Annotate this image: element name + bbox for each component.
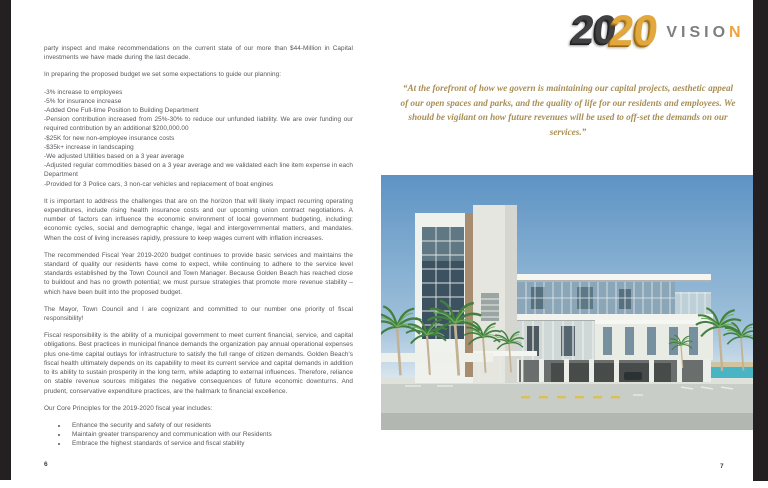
core-principle-item: • Maintain greater transparency and communication with our Residents [68, 430, 353, 439]
budget-expectations-list [44, 88, 353, 189]
logo-vision-wordmark [666, 24, 744, 42]
paragraph-capital-investments: party inspect and make recommendations on the current state of our more than $44-Million in Capital investments we have made during the last decade. [44, 45, 353, 62]
expectation-item: -5% for insurance increase [44, 97, 122, 105]
paragraph-fiscal-responsibility: Fiscal responsibility is the ability of a municipal government to meet current financial, service, and capital obligations. Best practices in municipal finance demands the organization pay annual operational expenses plus one-time capital outlays for infrastructure to satisfy the full range of citizen demands. Golden Beach's fiscal health ultimately depends on its capability to meet its current service and capital demands in addition to its ability to sustain prosperity in the long term, while adapting to external influences. Therefore, reliance on stable revenue sources mitigates the negative consequences of future economic downturns. And prudent, conservative expenditure practices, are the hallmark to financial excellence. [44, 332, 353, 395]
building-rendering-image [381, 175, 753, 430]
paragraph-recommended-budget: The recommended Fiscal Year 2019-2020 budget continues to provide basic services and maintains the standard of quality our residents have come to expect, while continuing to adhere to the service level standards established by the Town Council and Town Manager. Because Golden Beach has reached close to buildout and has no growth potential; we must pursue strategies that promote more revenue stability – which have been built into the proposed budget. [44, 251, 353, 296]
logo-vision-text: VISIO [666, 24, 730, 41]
core-principle-item: • Enhance the security and safety of our residents [68, 421, 353, 430]
paragraph-core-principles-intro: Our Core Principles for the 2019-2020 fiscal year includes: [44, 404, 213, 412]
expectation-item: -Added One Full-time Position to Building Department [44, 107, 199, 115]
pull-quote: “At the forefront of how we govern is maintaining our capital projects, aesthetic appeal of our open spaces and parks, and the quality of life for our residents and employees. We should be vigilant on how future revenues will be used to off-set the demands on our services.” [400, 83, 736, 137]
street-foreground [381, 378, 753, 430]
page-number-left: 6 [44, 461, 48, 468]
expectation-item: -Pension contribution increased from 25%-30% to reduce our unfunded liability. We are over funding our required contribution by an additional $200,000.00 [44, 116, 353, 133]
expectation-item: -Adjusted regular commodities based on a 3 year average and we validated each line item expense in each Department [44, 162, 353, 179]
viewer-gutter-right [753, 0, 768, 481]
core-principles-list [44, 421, 353, 449]
body-text-column [44, 44, 353, 449]
logo-2020-vision [569, 7, 745, 55]
logo-vision-accent: N [729, 24, 745, 41]
page-number-right: 7 [720, 463, 724, 470]
core-principle-item: • Embrace the highest standards of service and fiscal stability [68, 439, 353, 448]
logo-year-first: 20 [569, 8, 619, 52]
paragraph-budget-expectations-intro: In preparing the proposed budget we set some expectations to guide our planning: [44, 71, 282, 79]
viewer-gutter-left [0, 0, 11, 480]
expectation-item: -Provided for 3 Police cars, 3 non-car vehicles and replacement of boat engines [44, 180, 274, 188]
page-right [384, 0, 753, 488]
page-left [11, 0, 384, 488]
paragraph-fiscal-priority: The Mayor, Town Council and I are cognizant and committed to our number one priority of fiscal responsibility! [44, 305, 353, 323]
expectation-item: -We adjusted Utilities based on a 3 year average [44, 153, 185, 161]
expectation-item: -3% increase to employees [44, 88, 123, 96]
logo-year-second: 20 [606, 7, 660, 55]
paragraph-horizon-challenges: It is important to address the challenges that are on the horizon that will likely impact recurring operating expenditures, include rising health insurance costs and our upcoming union contract negotiations. A number of factors can influence the economic environment of local government budgeting, including: economic cycles, social and demographic change, legal and intergovernmental matters, and mandates. When the cost of living increases rapidly, pressure to keep wages current with inflation increases. [44, 197, 353, 242]
expectation-item: -$25K for new non-employee insurance costs [44, 134, 175, 142]
expectation-item: -$35k+ increase in landscaping [44, 143, 134, 151]
